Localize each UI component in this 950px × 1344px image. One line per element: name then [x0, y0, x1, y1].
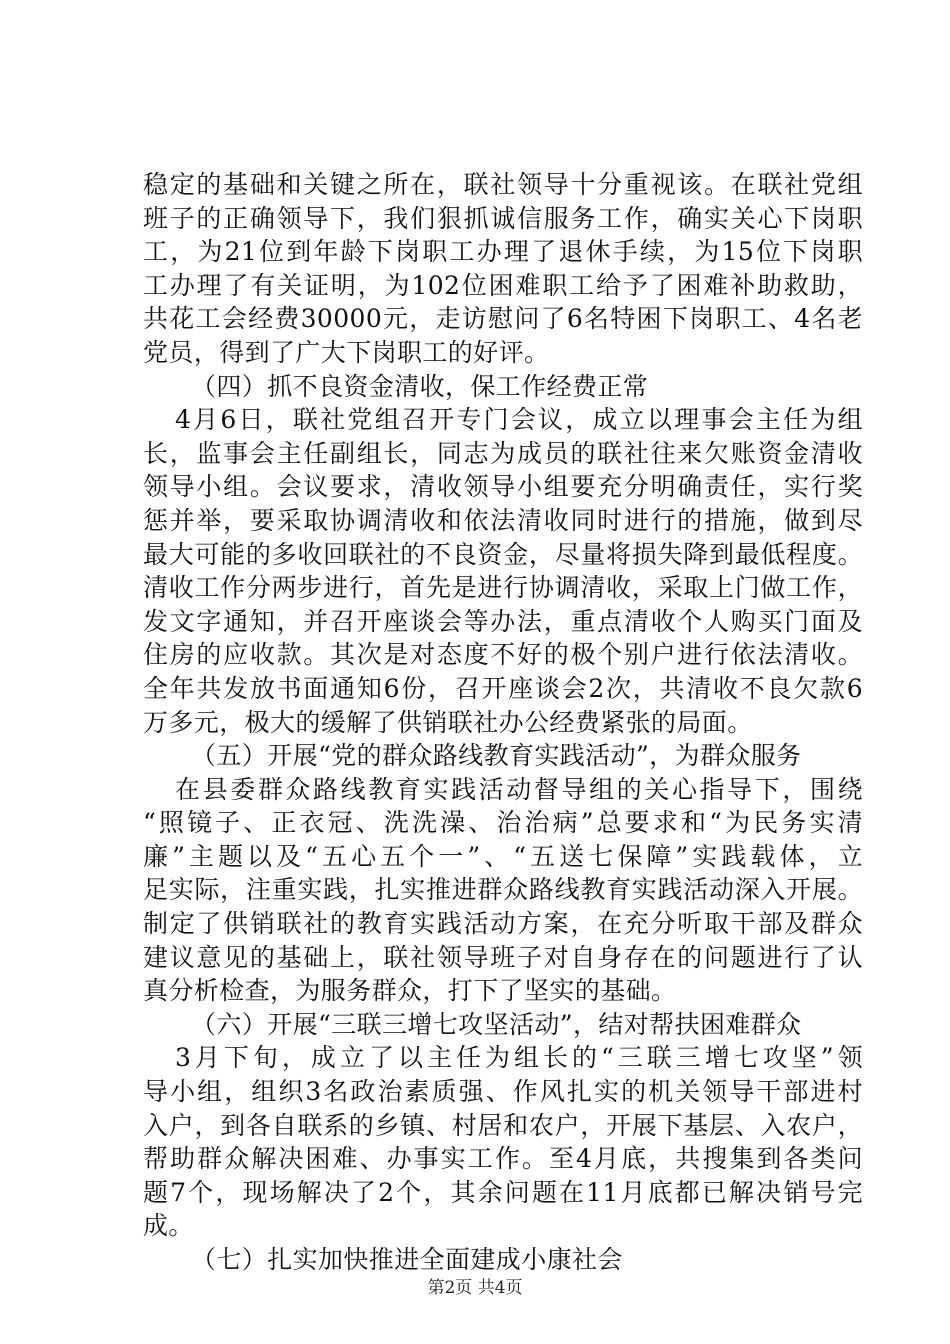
text-line: 领导小组。会议要求，清收领导小组要充分明确责任，实行奖	[143, 472, 863, 502]
text-line: 惩并举，要采取协调清收和依法清收同时进行的措施，做到尽	[143, 505, 863, 535]
text-line: 在县委群众路线教育实践活动督导组的关心指导下，围绕	[175, 774, 863, 804]
text-line: 成。	[143, 1211, 194, 1241]
text-line: 最大可能的多收回联社的不良资金，尽量将损失降到最低程度。	[143, 539, 863, 569]
text-line: 党员，得到了广大下岗职工的好评。	[143, 337, 550, 367]
text-line: 足实际，注重实践，扎实推进群众路线教育实践活动深入开展。	[143, 875, 863, 905]
document-body	[143, 168, 863, 1277]
text-line: 长，监事会主任副组长，同志为成员的联社往来欠账资金清收	[143, 438, 863, 468]
text-line: “照镜子、正衣冠、洗洗澡、治治病”总要求和“为民务实清	[143, 808, 863, 838]
section-heading-6: （六）开展“三联三增七攻坚活动”，结对帮扶困难群众	[191, 1009, 802, 1039]
text-line: 制定了供销联社的教育实践活动方案，在充分听取干部及群众	[143, 909, 863, 939]
text-line: 3月下旬，成立了以主任为组长的“三联三增七攻坚”领	[175, 1043, 863, 1073]
text-line: 帮助群众解决困难、办事实工作。至4月底，共搜集到各类问	[143, 1144, 863, 1174]
text-line: 班子的正确领导下，我们狠抓诚信服务工作，确实关心下岗职	[143, 203, 863, 233]
text-line: 导小组，组织3名政治素质强、作风扎实的机关领导干部进村	[143, 1077, 863, 1107]
text-line: 建议意见的基础上，联社领导班子对自身存在的问题进行了认	[143, 942, 863, 972]
text-line: 廉”主题以及“五心五个一”、“五送七保障”实践载体，立	[143, 841, 863, 871]
text-line: 稳定的基础和关键之所在，联社领导十分重视该。在联社党组	[143, 170, 863, 199]
text-line: 万多元，极大的缓解了供销联社办公经费紧张的局面。	[143, 707, 753, 737]
section-heading-5: （五）开展“党的群众路线教育实践活动”，为群众服务	[191, 741, 802, 771]
text-line: 工，为21位到年龄下岗职工办理了退休手续，为15位下岗职	[143, 237, 863, 267]
text-line: 4月6日，联社党组召开专门会议，成立以理事会主任为组	[175, 405, 863, 435]
text-line: 入户，到各自联系的乡镇、村居和农户，开展下基层、入农户，	[143, 1110, 863, 1140]
text-line: 住房的应收款。其次是对态度不好的极个别户进行依法清收。	[143, 640, 863, 670]
page-footer: 第2页 共4页	[427, 1278, 523, 1298]
text-line: 全年共发放书面通知6份，召开座谈会2次，共清收不良欠款6	[143, 673, 863, 703]
text-line: 清收工作分两步进行，首先是进行协调清收，采取上门做工作，	[143, 573, 863, 603]
text-line: 工办理了有关证明，为102位困难职工给予了困难补助救助，	[143, 270, 863, 300]
section-heading-4: （四）抓不良资金清收，保工作经费正常	[191, 371, 649, 401]
text-line: 共花工会经费30000元，走访慰问了6名特困下岗职工、4名老	[143, 304, 863, 334]
section-heading-7: （七）扎实加快推进全面建成小康社会	[191, 1245, 623, 1274]
text-line: 真分析检查，为服务群众，打下了坚实的基础。	[143, 976, 677, 1006]
text-line: 题7个，现场解决了2个，其余问题在11月底都已解决销号完	[143, 1177, 863, 1207]
text-line: 发文字通知，并召开座谈会等办法，重点清收个人购买门面及	[143, 606, 863, 636]
